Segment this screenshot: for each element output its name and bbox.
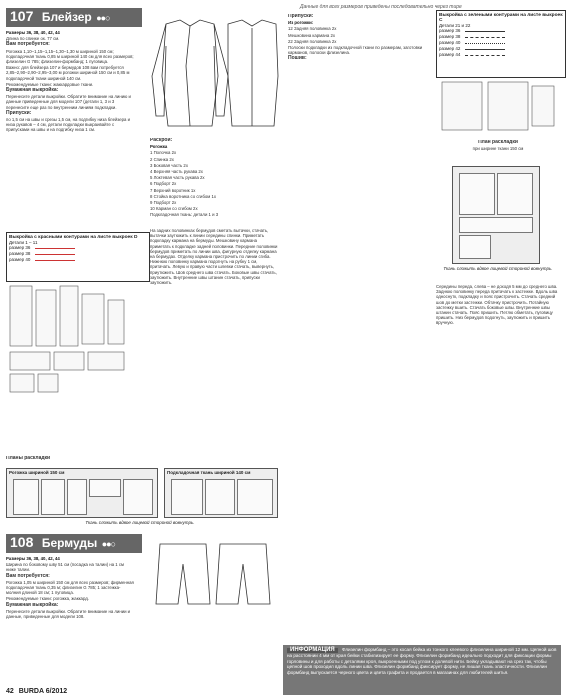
pattern-pieces-107 — [6, 280, 146, 400]
body-text: Полоски подкладки из подкладочной ткани по размерам, заготовки карманов, полоски флизелина. — [288, 45, 423, 56]
paper-pattern-text: Перенесите детали выкройки. Обратите внимание на линии и данные, приведенные для модели 108. — [6, 608, 131, 620]
layout-piece — [41, 479, 65, 515]
cutting-plan-subtitle: при ширине ткани 150 см — [472, 146, 524, 152]
legend-size-row: размер 38 — [439, 34, 563, 40]
sizes: Размеры 36, 38, 40, 42, 44 — [6, 556, 60, 561]
blazer-sketch — [146, 16, 282, 136]
cut-item: 1 Полочка 2x — [150, 150, 177, 156]
legend-parts: Детали 21 и 22 — [439, 23, 471, 28]
issue: 6/2012 — [45, 688, 68, 695]
page-footer — [6, 688, 67, 695]
paper-pattern-title: Бумажная выкройка: — [6, 87, 59, 94]
allowances-title: Припуски: — [288, 14, 314, 19]
legend-size-row: размер 42 — [439, 46, 563, 52]
cut-item: 2 Спинка 2x — [150, 156, 174, 162]
allowance-item: 12 Задняя половинка 2x — [288, 26, 337, 32]
layout-piece — [459, 235, 491, 259]
layout-piece — [237, 479, 273, 515]
brand: BURDA — [18, 688, 44, 695]
model-108-process — [436, 284, 560, 624]
layout-piece — [89, 479, 121, 497]
fold-caption: Ткань сложить вдвое лицевой стороной вовнутрь. — [85, 520, 195, 525]
legend-sizes — [9, 245, 147, 263]
important-note: Важно: для блейзера 107 и бермудов 108 вам потребуется 2,85–2,90–2,90–2,95–3,00 м рогожки шириной 150 см и 0,85 м подкладочной ткани шириной 140 см. — [6, 65, 130, 81]
legend-sizes — [439, 28, 563, 58]
model-107-header — [6, 8, 142, 27]
model-title: Блейзер — [41, 10, 92, 24]
allowances-title: Припуски: — [6, 109, 32, 116]
cut-title: Раскрой: — [150, 138, 173, 143]
need-text: Рогожка 1,10–1,15–1,15–1,30–1,30 м шириной 150 см; подкладочная ткань 0,85 м шириной 140 см для всех размеров; флизелин G 785; флизелин-формбанд; 1 пуговица. — [6, 48, 134, 65]
cutting-plans-title-wrap — [6, 456, 136, 464]
model-107-column — [6, 30, 134, 210]
legend-size-row: размер 40 — [439, 40, 563, 46]
legend-title: Выкройка с зелеными контурами на листе выкроек С — [439, 13, 563, 23]
cut-item: 6 Подборт 2x — [150, 181, 177, 187]
page-number: 42 — [6, 688, 14, 695]
cut-item: 9 Подборт 2x — [150, 200, 177, 206]
layout-piece — [67, 479, 87, 515]
legend-size-row: размер 40 — [9, 257, 147, 263]
recommended-fabrics: Рекомендуемые ткани: жаккардовые ткани. — [6, 81, 94, 87]
model-108-column — [6, 556, 134, 684]
model-title: Бермуды — [41, 536, 98, 550]
allowance-item: 22 Задняя половинка 2x — [288, 38, 337, 44]
fabric-label: Рогожка шириной 150 см — [9, 470, 65, 475]
cut-item: 8 Стойка воротника со сгибом 1x — [150, 193, 216, 199]
need-title: Вам потребуется: — [6, 572, 50, 579]
fabric-label: Подкладочная ткань шириной 140 см — [167, 470, 251, 475]
need-title: Вам потребуется: — [6, 41, 50, 48]
cut-item: 4 Верхняя часть рукава 2x — [150, 169, 203, 175]
fold-caption: Ткань сложить вдвое лицевой стороной вовнутрь. — [443, 266, 553, 271]
info-box — [283, 645, 561, 695]
layout-piece — [205, 479, 235, 515]
paper-pattern-text: Перенесите детали выкройки. Обратите внимание на линию и данные приведенные для модели 107 (детали 1, 3 и 3 перенесите еще раз по внутренним линиям подкладки. — [6, 94, 131, 110]
layout-piece — [123, 479, 153, 515]
paper-pattern-title: Бумажная выкройка: — [6, 601, 59, 608]
sizes: Размеры 36, 38, 40, 42, 44 — [6, 30, 60, 35]
cut-list — [150, 138, 278, 228]
legend-size-row: размер 36 — [439, 28, 563, 34]
cutting-plans-title: Планы раскладки — [6, 456, 51, 461]
allowances-text: по 1,5 см на швы и срезы 1,5 см, на подгибку низа блейзера и низа рукавов – 4 см, детали подкладки выкраивайте с припусками на швы и на подгибку низа 1 см. — [6, 117, 131, 133]
body-text: Середины переда, слева – не доходя 5 мм до среднего шва. Заднюю половинку переда притачать к застежке. Вдоль шва односнутк, подкладку и пояс пристрочить. Стачать средний шов до метки застежки. Обтачку пристрочить. Потайную застежку вшить. Стачать боковые швы. Внутренние швы штанин стачать. Пояс пришить. Петлю обметать, пуговицу пришить. Низ бермудов подогнуть, заутюжить и пришить вручную. — [436, 284, 558, 326]
cutting-plan-title: План раскладки — [478, 140, 518, 145]
cut-item: 5 Локтевая часть рукава 2x — [150, 175, 205, 181]
cut-item: Подкладочная ткань: детали 1 и 3 — [150, 212, 219, 218]
cut-label: Рогожка — [150, 144, 168, 150]
layout-piece — [459, 217, 533, 233]
layout-piece — [13, 479, 39, 515]
difficulty-dots: ●●○ — [101, 539, 116, 549]
difficulty-dots: ●●○ — [96, 13, 110, 23]
length: Длина по спинке ок. 77 см. — [6, 36, 60, 42]
model-107-allowances-col2 — [288, 14, 428, 254]
pattern-legend-108 — [436, 10, 566, 78]
legend-size-row: размер 36 — [9, 245, 147, 251]
cut-item: 3 Боковая часть 2x — [150, 162, 188, 168]
allowances-label: Из рогожки: — [288, 20, 314, 26]
pattern-legend-107 — [6, 232, 150, 282]
description: Ширина по боковому шву 51 см (посадка на талии) на 1 см ниже талии. — [6, 562, 124, 573]
model-number: 107 — [10, 8, 34, 24]
need-text: Рогожка 1,05 м шириной 150 см для всех размеров; фирменная подкладочная ткань 0,35 м; флизелин G 785; 1 застежка-молния длиной 18 см; 1 пуговица. — [6, 579, 134, 596]
cut-item: 7 Верхний воротник 1x — [150, 187, 196, 193]
cut-item: 10 Карман со сгибом 2x — [150, 206, 198, 212]
model-number: 108 — [10, 534, 34, 550]
layout-piece — [171, 479, 203, 515]
fabric-layout-108 — [452, 166, 540, 264]
bermuda-sketch — [150, 540, 280, 610]
layout-piece — [459, 173, 495, 215]
process-title: Пошив: — [288, 55, 307, 62]
model-107-process — [150, 228, 278, 408]
pattern-pieces-108 — [436, 76, 560, 136]
info-tag: ИНФОРМАЦИЯ — [287, 648, 338, 653]
recommended-fabrics: Рекомендуемые ткани: рогожка, жаккард. — [6, 596, 89, 602]
allowance-item: Мешковина кармана 2x — [288, 32, 336, 38]
legend-size-row: размер 44 — [439, 52, 563, 58]
model-108-header — [6, 534, 142, 553]
cutting-plan-108-title — [436, 140, 560, 160]
info-text: Флизелин формбанд – это косая бейка из тонкого клеевого флизелина шириной 12 мм. Цепной шов на расстоянии 4 мм от края бейки стабилизирует ее форму. Флизелин формбанд идеально подходит для фиксации формы горловины и для работы с деталями кроя, выкроенными под углом к долевой нити. Бейку укладывают на срез так, чтобы цепной шов проходил вдоль линии шва. Флизелин формбанд фиксирует форму, не лишая ткань эластичности. Флизелин формбанд выпускается черного цвета и цвета графита и продается в магазинах для любителей шитья. — [287, 647, 557, 675]
top-note: Данные для всех размеров приведены последовательно через тире — [300, 4, 462, 10]
legend-parts: Детали 1 – 11 — [9, 240, 38, 245]
fabric-layout-lining — [164, 468, 278, 518]
legend-size-row: размер 38 — [9, 251, 147, 257]
legend-title: Выкройка с красными контурами на листе выкроек D — [9, 235, 138, 240]
layout-piece — [497, 173, 533, 215]
process-placeholder: На задних половинках бермудов сметать вытачки, стачать, вытачки заутюжить к линии середины спинки. Приметать подкладку кармана на бермуды. Мешковину кармана приметать к подкладке задней половинки. Передние половинки бермудов приметать по линии шва, фигурную отделку кармана на бермудах. Отделку кармана пристрочить по линии сгиба. Нижнюю половинку кармана подогнуть на рубку 1 см, притачать. Левую и правую части шлевки стачать, вывернуть, приутюжить. Шов среднего шва стачать. Боковые швы стачать, заутюжить. Внутренние швы штанин стачать, припуски заутюжить. — [150, 228, 278, 286]
fabric-layout-main — [6, 468, 158, 518]
